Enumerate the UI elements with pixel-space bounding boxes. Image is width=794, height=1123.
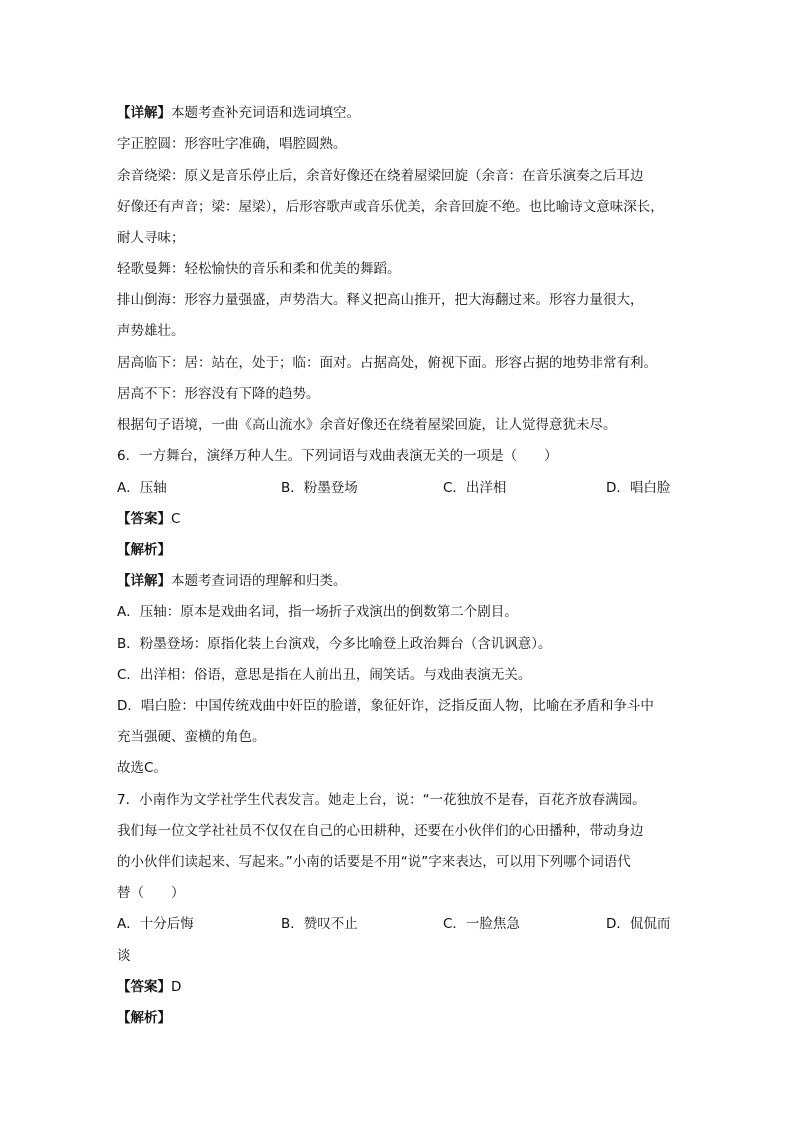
analysis-heading: 【解析】	[117, 1010, 171, 1026]
explanation-line: 字正腔圆：形容吐字准确，唱腔圆熟。	[117, 136, 347, 152]
explanation-line: 余音绕梁：原义是音乐停止后，余音好像还在绕着屋梁回旋（余音：在音乐演奏之后耳边	[117, 168, 644, 184]
option-c: C．出洋相	[443, 480, 507, 496]
detail-heading: 【详解】本题考查补充词语和选词填空。	[117, 105, 360, 121]
explanation-line: A．压轴：原本是戏曲名词，指一场折子戏演出的倒数第二个剧目。	[117, 604, 518, 620]
answer-line: 【答案】C	[117, 511, 181, 527]
explanation-line: 居高不下：形容没有下降的趋势。	[117, 386, 320, 402]
option-a: A．十分后悔	[117, 916, 194, 932]
option-d: D．唱白脸	[606, 480, 671, 496]
option-b: B．赞叹不止	[281, 916, 358, 932]
question-7-stem: 的小伙伴们读起来、写起来。”小南的话要是不用“说”字来表达，可以用下列哪个词语代	[117, 854, 631, 870]
explanation-line: 耐人寻味；	[117, 230, 185, 246]
explanation-line: 声势雄壮。	[117, 323, 185, 339]
explanation-line: 居高临下：居：站在，处于；临：面对。占据高处，俯视下面。形容占据的地势非常有利。	[117, 355, 657, 371]
question-7-stem: 替（ ）	[117, 885, 185, 901]
question-6-stem: 6．一方舞台，演绎万种人生。下列词语与戏曲表演无关的一项是（ ）	[117, 448, 558, 464]
option-d-continuation: 谈	[117, 948, 131, 964]
option-b: B．粉墨登场	[281, 480, 358, 496]
question-7-stem: 7．小南作为文学社学生代表发言。她走上台，说：“一花独放不是春，百花齐放春满园。	[117, 792, 646, 808]
explanation-line: 排山倒海：形容力量强盛，声势浩大。释义把高山推开，把大海翻过来。形容力量很大，	[117, 292, 644, 308]
explanation-line: 轻歌曼舞：轻松愉快的音乐和柔和优美的舞蹈。	[117, 261, 401, 277]
analysis-heading: 【解析】	[117, 542, 171, 558]
option-d: D．侃侃而	[606, 916, 671, 932]
option-c: C．一脸焦急	[443, 916, 520, 932]
explanation-line: D．唱白脸：中国传统戏曲中奸臣的脸谱，象征奸诈，泛指反面人物，比喻在矛盾和争斗中	[117, 698, 654, 714]
answer-line: 【答案】D	[117, 979, 182, 995]
conclusion-line: 故选C。	[117, 760, 167, 776]
option-a: A．压轴	[117, 480, 167, 496]
question-7-stem: 我们每一位文学社社员不仅仅在自己的心田耕种，还要在小伙伴们的心田播种，带动身边	[117, 823, 644, 839]
explanation-line: 好像还有声音；梁：屋梁），后形容歌声或音乐优美，余音回旋不绝。也比喻诗文意味深长，	[117, 199, 664, 215]
explanation-line: C．出洋相：俗语，意思是指在人前出丑，闹笑话。与戏曲表演无关。	[117, 667, 532, 683]
explanation-line: 根据句子语境，一曲《高山流水》余音好像还在绕着屋梁回旋，让人觉得意犹未尽。	[117, 417, 617, 433]
detail-heading: 【详解】本题考查词语的理解和归类。	[117, 573, 347, 589]
explanation-line: B．粉墨登场：原指化装上台演戏，今多比喻登上政治舞台（含讥讽意）。	[117, 636, 552, 652]
explanation-line: 充当强硬、蛮横的角色。	[117, 729, 266, 745]
